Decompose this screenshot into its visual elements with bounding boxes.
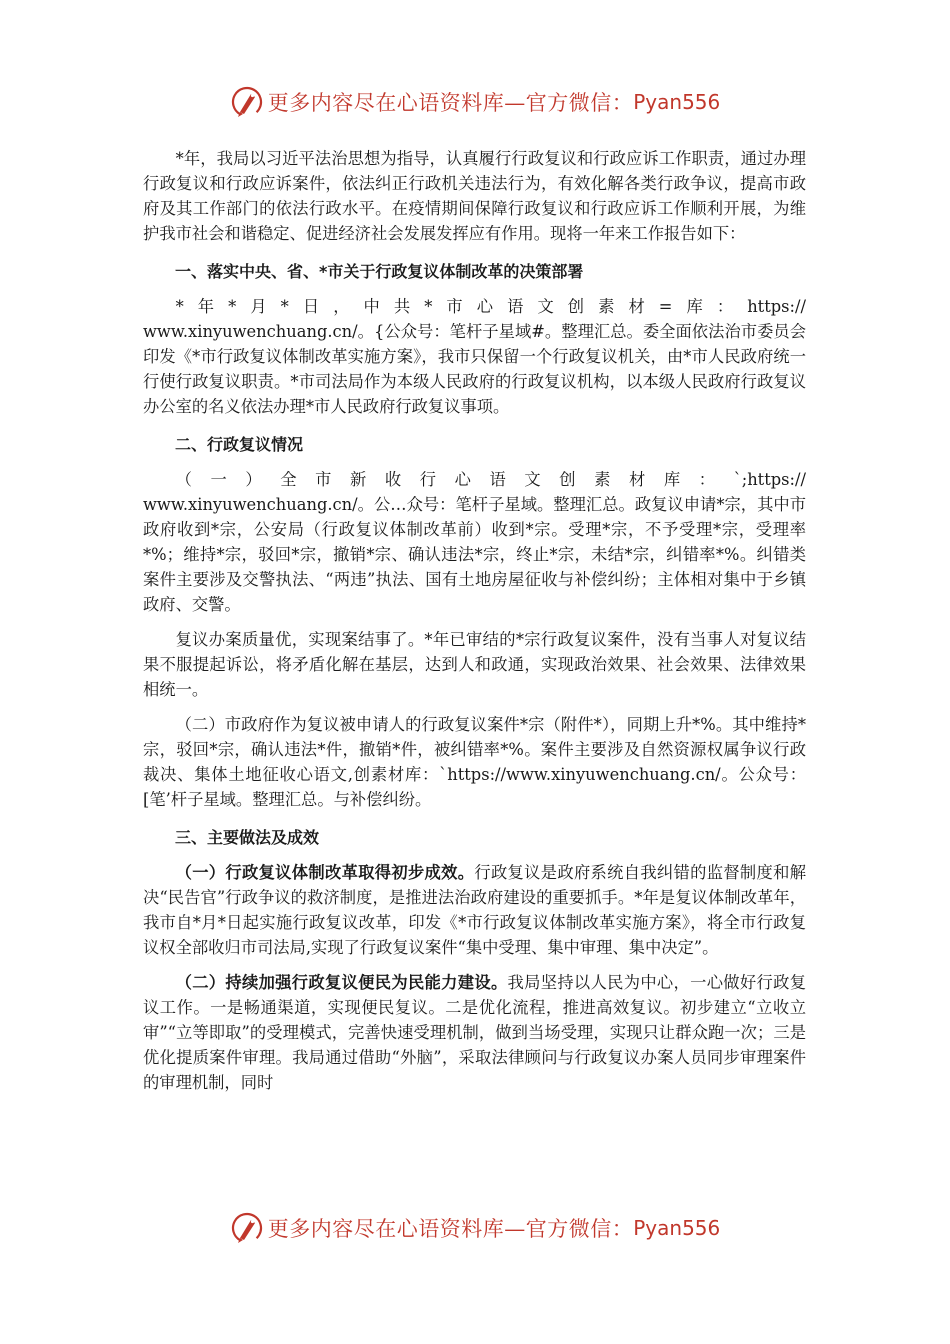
- section1-paragraph: www.xinyuwenchuang.cn/。{公众号：笔杆子星域#。整理汇总。委全面依法治市委员会印发《*市行政复议体制改革实施方案》，我市只保留一个行政复议机关，由*市人民政府统一行使行政复议职责。*市司法局作为本级人民政府的行政复议机构，以本级人民政府行政复议办公室的名义依法办理*市人民政府行政复议事项。: [143, 322, 806, 416]
- section3-p2-body: 我局坚持以人民为中心，一心做好行政复议工作。一是畅通渠道，实现便民复议。二是优化流程，推进高效复议。初步建立“立收立审”“立等即取”的受理模式，完善快速受理机制，做到当场受理，实现只让群众跑一次；三是优化提质案件审理。我局通过借助“外脑”，采取法律顾问与行政复议办案人员同步审理案件的审理机制，同时: [143, 973, 806, 1092]
- section-heading-1: 一、落实中央、省、*市关于行政复议体制改革的决策部署: [175, 262, 584, 281]
- section-heading-3: 三、主要做法及成效: [175, 828, 320, 847]
- section3-p2-lead: （二）持续加强行政复议便民为民能力建设。: [175, 973, 508, 992]
- header-banner: [0, 82, 950, 122]
- section-heading-2: 二、行政复议情况: [175, 435, 304, 454]
- banner-text: 更多内容尽在心语资料库—官方微信：: [267, 1217, 634, 1241]
- section2-first-line: （一）全市新收行心语文创素材库：`;https://: [175, 470, 806, 489]
- section2-paragraph-2: 复议办案质量优，实现案结事了。*年已审结的*宗行政复议案件，没有当事人对复议结果不服提起诉讼，将矛盾化解在基层，达到人和政通，实现政治效果、社会效果、法律效果相统一。: [143, 630, 806, 699]
- section3-p1-lead: （一）行政复议体制改革取得初步成效。: [175, 863, 475, 882]
- wechat-id: Pyan556: [633, 1216, 721, 1240]
- section2-paragraph: www.xinyuwenchuang.cn/。公…众号：笔杆子星域。整理汇总。政复议申请*宗，其中市政府收到*宗，公安局（行政复议体制改革前）收到*宗。受理*宗，不予受理*宗，受理率*%；维持*宗，驳回*宗，撤销*宗、确认违法*宗，终止*宗，未结*宗，纠错率*%。纠错类案件主要涉及交警执法、“两违”执法、国有土地房屋征收与补偿纠纷；主体相对集中于乡镇政府、交警。: [143, 495, 806, 614]
- wechat-id: Pyan556: [633, 90, 721, 114]
- section2-paragraph-3: （二）市政府作为复议被申请人的行政复议案件*宗（附件*），同期上升*%。其中维持*宗，驳回*宗，确认违法*件，撤销*件，被纠错率*%。案件主要涉及自然资源权属争议行政裁决、集体土地征收心语文,创素材库：`https://www.xinyuwenchuang.cn/。公众号：[笔’杆子星域。整理汇总。与补偿纠纷。: [143, 715, 806, 809]
- section3-p1-body: 行政复议是政府系统自我纠错的监督制度和解决“民告官”行政争议的救济制度，是推进法治政府建设的重要抓手。*年是复议体制改革年，我市自*月*日起实施行政复议改革，印发《*市行政复议体制改革实施方案》，将全市行政复议权全部收归市司法局,实现了行政复议案件“集中受理、集中审理、集中决定”。: [143, 863, 806, 957]
- pen-logo-icon: [230, 1211, 264, 1245]
- section3-paragraph-2: [143, 970, 806, 1095]
- pen-logo-icon: [230, 85, 264, 119]
- banner-text: 更多内容尽在心语资料库—官方微信：: [267, 91, 634, 115]
- section3-paragraph-1: [143, 860, 806, 960]
- footer-banner: [0, 1208, 950, 1248]
- intro-paragraph: *年，我局以习近平法治思想为指导，认真履行行政复议和行政应诉工作职责，通过办理行政复议和行政应诉案件，依法纠正行政机关违法行为，有效化解各类行政争议，提高市政府及其工作部门的依法行政水平。在疫情期间保障行政复议和行政应诉工作顺利开展，为维护我市社会和谐稳定、促进经济社会发展发挥应有作用。现将一年来工作报告如下：: [143, 149, 806, 243]
- document-body: [143, 146, 806, 1095]
- section1-first-line: *年*月*日，中共*市心语文创素材=库：https://: [175, 297, 806, 316]
